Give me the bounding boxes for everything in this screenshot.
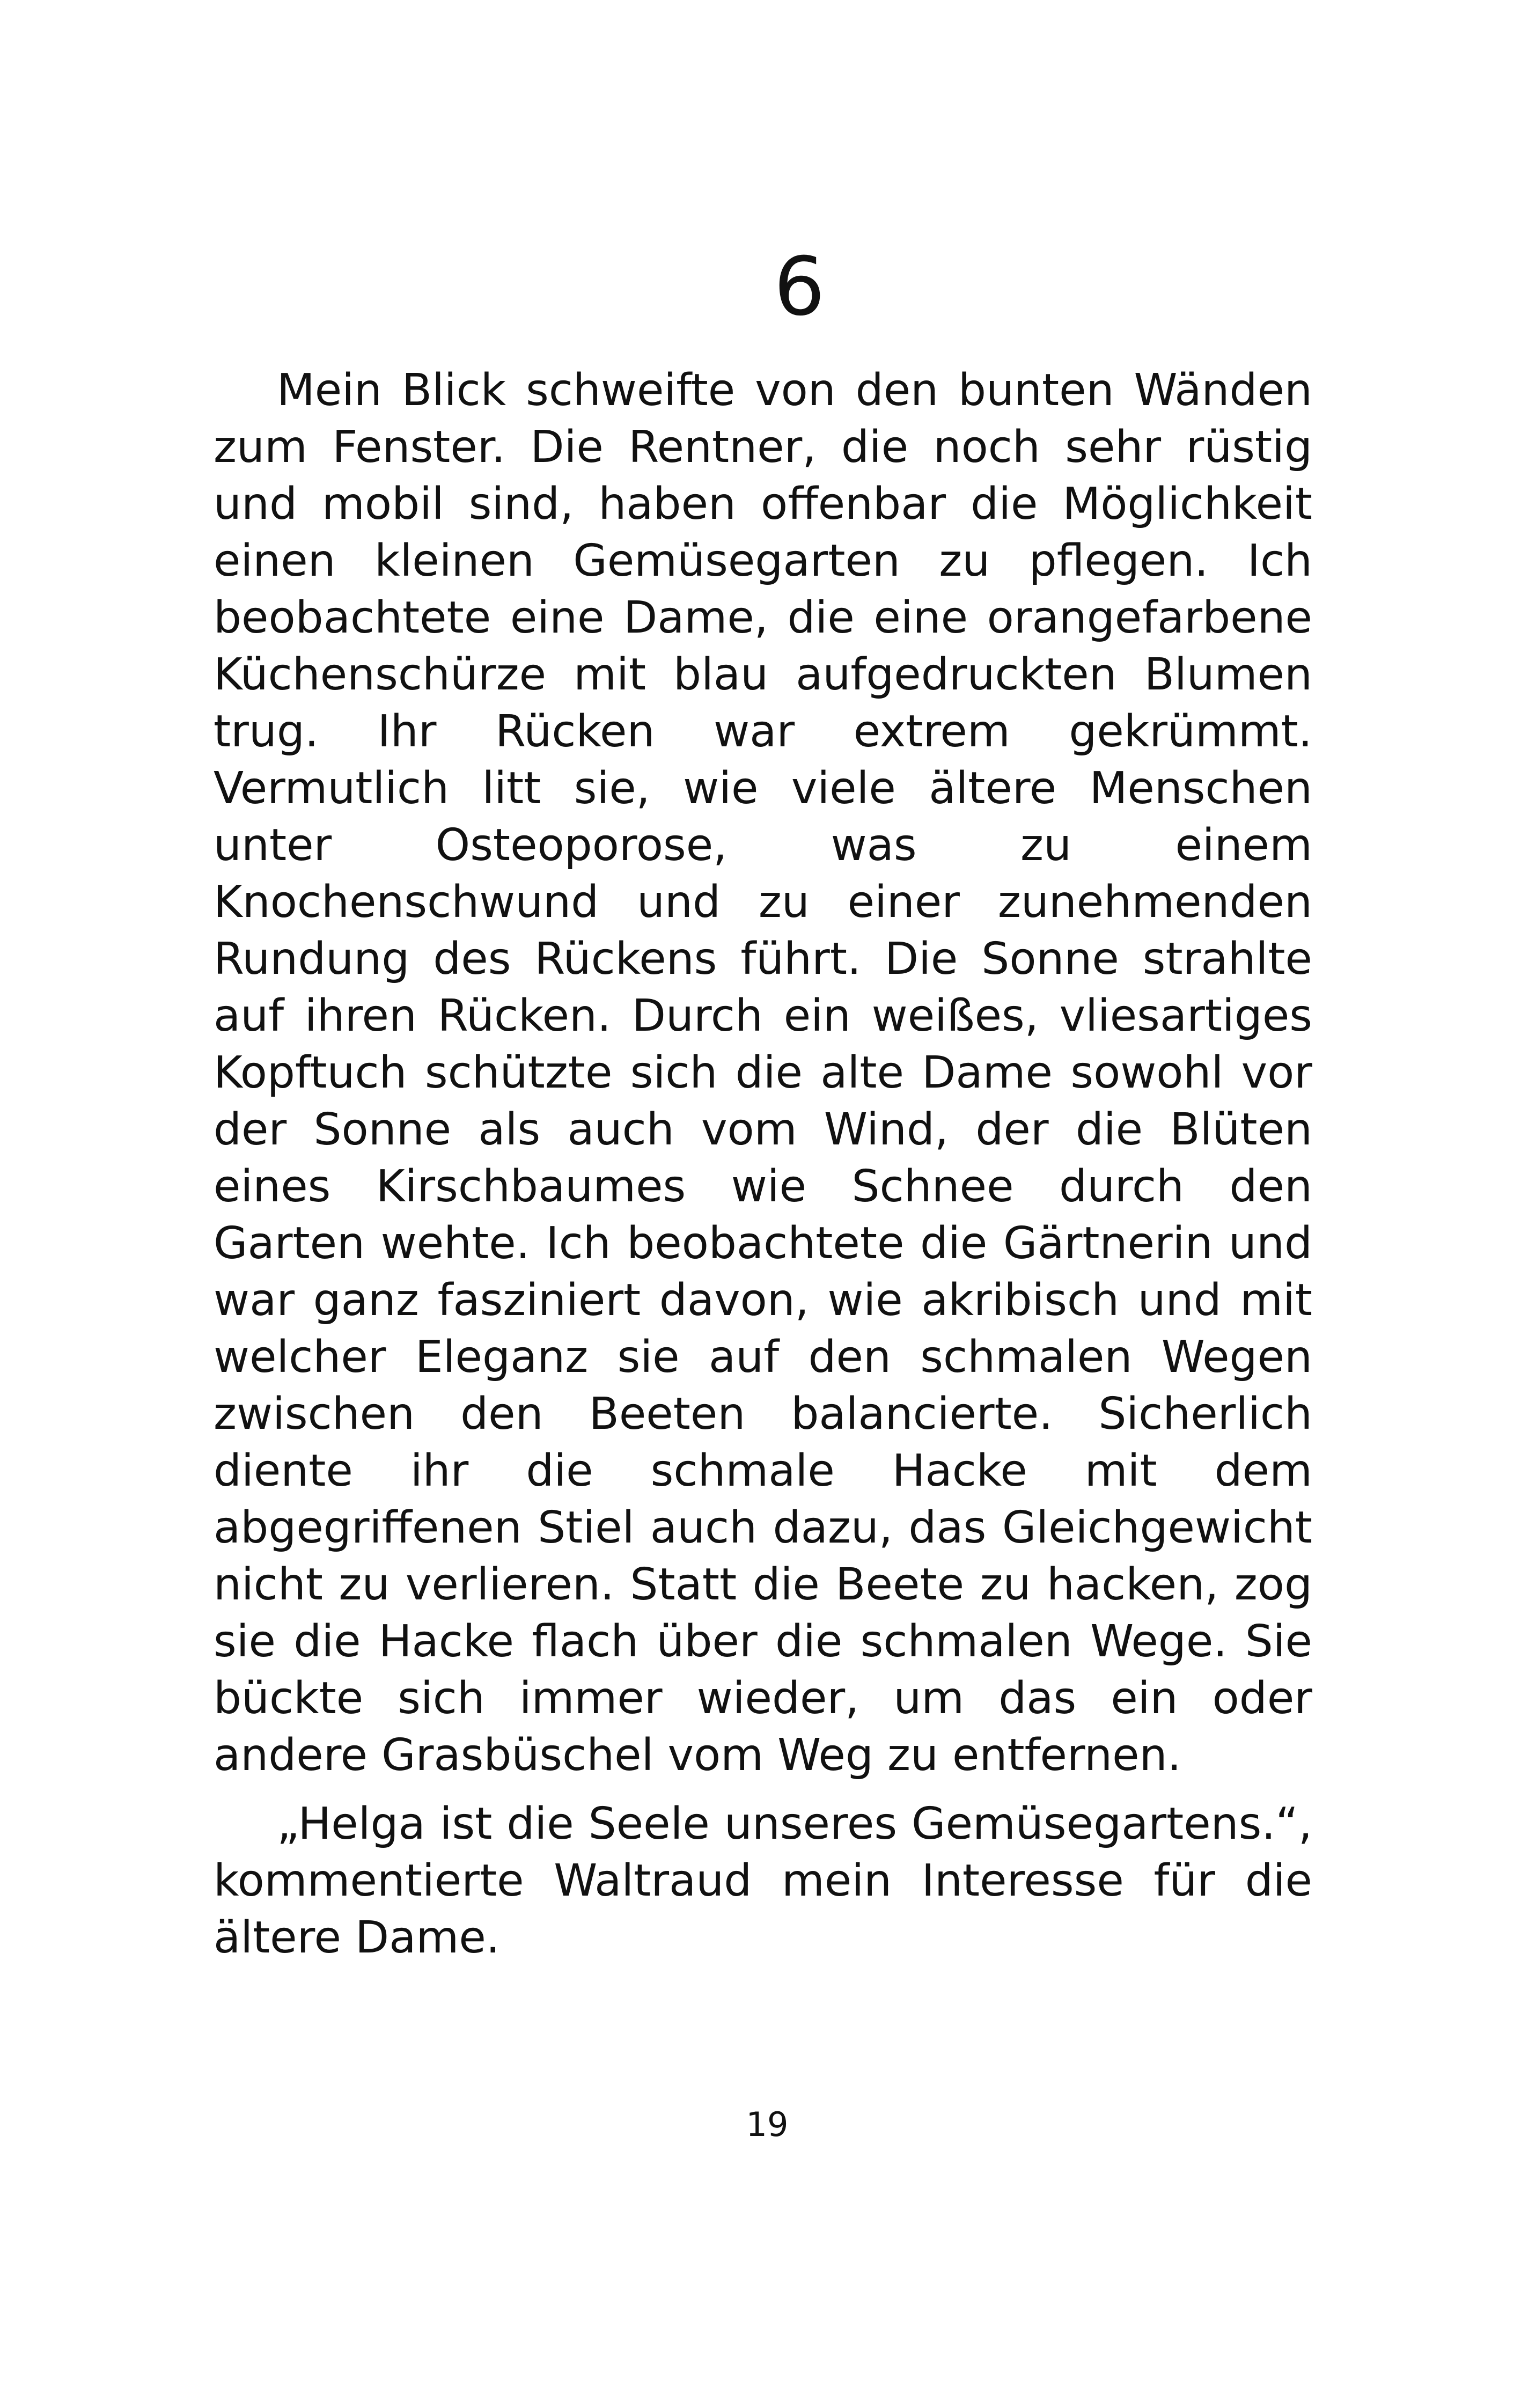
paragraph-2: „Helga ist die Seele unseres Gemüsegartens.“, kommentierte Waltraud mein Interesse für die ältere Dame. (214, 1798, 1312, 1963)
chapter-number: 6 (774, 240, 825, 334)
page-number: 19 (746, 2105, 789, 2144)
body-text (214, 362, 1312, 1966)
paragraph-1: Mein Blick schweifte von den bunten Wänden zum Fenster. Die Rentner, die noch sehr rüstig und mobil sind, haben offenbar die Möglichkeit einen kleinen Gemüsegarten zu pflegen. Ich beobachtete eine Dame, die eine orangefarbene Küchenschürze mit blau aufgedruckten Blumen trug. Ihr Rücken war extrem gekrümmt. Vermutlich litt sie, wie viele ältere Menschen unter Osteoporose, was zu einem Knochenschwund und zu einer zunehmenden Rundung des Rückens führt. Die Sonne strahlte auf ihren Rücken. Durch ein weißes, vliesartiges Kopftuch schützte sich die alte Dame sowohl vor der Sonne als auch vom Wind, der die Blüten eines Kirschbaumes wie Schnee durch den Garten wehte. Ich beobachtete die Gärtnerin und war ganz fasziniert davon, wie akribisch und mit welcher Eleganz sie auf den schmalen Wegen zwischen den Beeten balancierte. Sicherlich diente ihr die schmale Hacke mit dem abgegriffenen Stiel auch dazu, das Gleichgewicht nicht zu verlieren. Statt die Beete zu hacken, zog sie die Hacke flach über die schmalen Wege. Sie bückte sich immer wieder, um das ein oder andere Grasbüschel vom Weg zu entfernen. (214, 365, 1312, 1781)
